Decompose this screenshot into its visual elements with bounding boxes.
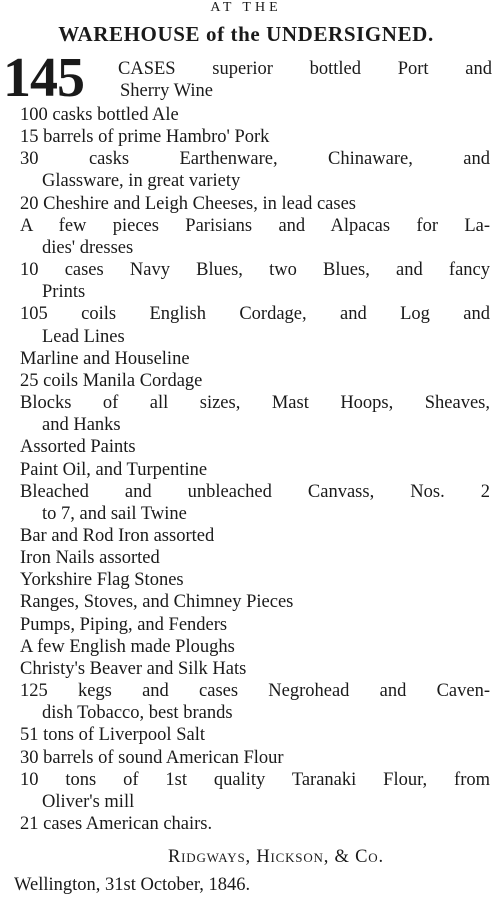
lead-text <box>118 58 492 102</box>
headline: WAREHOUSE of the UNDERSIGNED. <box>58 22 434 46</box>
item-line: Pumps, Piping, and Fenders <box>20 614 228 635</box>
item-line: 10 cases Navy Blues, two Blues, and fancy <box>20 260 490 281</box>
list-item <box>0 724 492 746</box>
item-line: Bleached and unbleached Canvass, Nos. 2 <box>20 481 490 502</box>
list-item <box>0 215 492 259</box>
item-line: 51 tons of Liverpool Salt <box>20 725 205 746</box>
list-item <box>0 614 492 636</box>
list-item <box>0 591 492 613</box>
dateline: Wellington, 31st October, 1846. <box>14 875 251 895</box>
list-item <box>0 658 492 680</box>
item-line-cont: Prints <box>42 282 86 303</box>
item-line: 30 casks Earthenware, Chinaware, and <box>20 149 490 170</box>
item-line: 30 barrels of sound American Flour <box>20 747 284 768</box>
item-line: 25 coils Manila Cordage <box>20 370 203 391</box>
item-line: Iron Nails assorted <box>20 548 160 569</box>
list-item <box>0 348 492 370</box>
item-line: Blocks of all sizes, Mast Hoops, Sheaves, <box>20 393 490 414</box>
list-item <box>0 436 492 458</box>
item-line: 20 Cheshire and Leigh Cheeses, in lead cases <box>20 193 356 214</box>
list-item <box>0 569 492 591</box>
lead-line-1: CASES superior bottled Port and <box>118 59 492 79</box>
list-item <box>0 148 492 192</box>
list-item <box>0 392 492 436</box>
list-item <box>0 193 492 215</box>
list-item <box>0 636 492 658</box>
item-line: 100 casks bottled Ale <box>20 105 179 125</box>
list-item <box>0 126 492 148</box>
item-line-cont: Glassware, in great variety <box>42 171 241 192</box>
item-line: Ranges, Stoves, and Chimney Pieces <box>20 592 294 613</box>
list-item <box>0 481 492 525</box>
item-line: 125 kegs and cases Negrohead and Caven- <box>20 681 490 702</box>
item-line: 105 coils English Cordage, and Log and <box>20 304 490 325</box>
list-item <box>0 303 492 347</box>
list-item <box>0 680 492 724</box>
list-item <box>0 769 492 813</box>
item-line: Yorkshire Flag Stones <box>20 570 184 591</box>
kicker: AT THE <box>210 0 282 15</box>
list-item <box>0 747 492 769</box>
list-item <box>0 547 492 569</box>
item-line-cont: to 7, and sail Twine <box>42 503 187 524</box>
list-item <box>0 104 492 126</box>
item-line: A few pieces Parisians and Alpacas for La- <box>20 215 490 236</box>
item-line-cont: dish Tobacco, best brands <box>42 703 233 724</box>
item-line-cont: and Hanks <box>42 415 121 436</box>
list-item <box>0 259 492 303</box>
signature: Ridgways, Hickson, & Co. <box>168 847 384 867</box>
item-line: Marline and Houseline <box>20 348 190 369</box>
lead-number: 145 <box>3 47 84 109</box>
item-line-cont: Oliver's mill <box>42 791 135 812</box>
item-line: A few English made Ploughs <box>20 636 235 657</box>
item-line: 21 cases American chairs. <box>20 814 213 834</box>
item-line-cont: Lead Lines <box>42 326 125 347</box>
item-line: 15 barrels of prime Hambro' Pork <box>20 127 270 148</box>
list-item <box>0 525 492 547</box>
item-line: Bar and Rod Iron assorted <box>20 525 215 546</box>
item-list <box>0 104 492 835</box>
item-line: Assorted Paints <box>20 437 136 458</box>
item-line: Paint Oil, and Turpentine <box>20 459 208 480</box>
list-item <box>0 370 492 392</box>
item-line: Christy's Beaver and Silk Hats <box>20 658 247 679</box>
lead-line-2: Sherry Wine <box>120 81 213 101</box>
item-line: 10 tons of 1st quality Taranaki Flour, from <box>20 769 490 790</box>
item-line-cont: dies' dresses <box>42 237 134 258</box>
list-item <box>0 813 492 835</box>
list-item <box>0 459 492 481</box>
